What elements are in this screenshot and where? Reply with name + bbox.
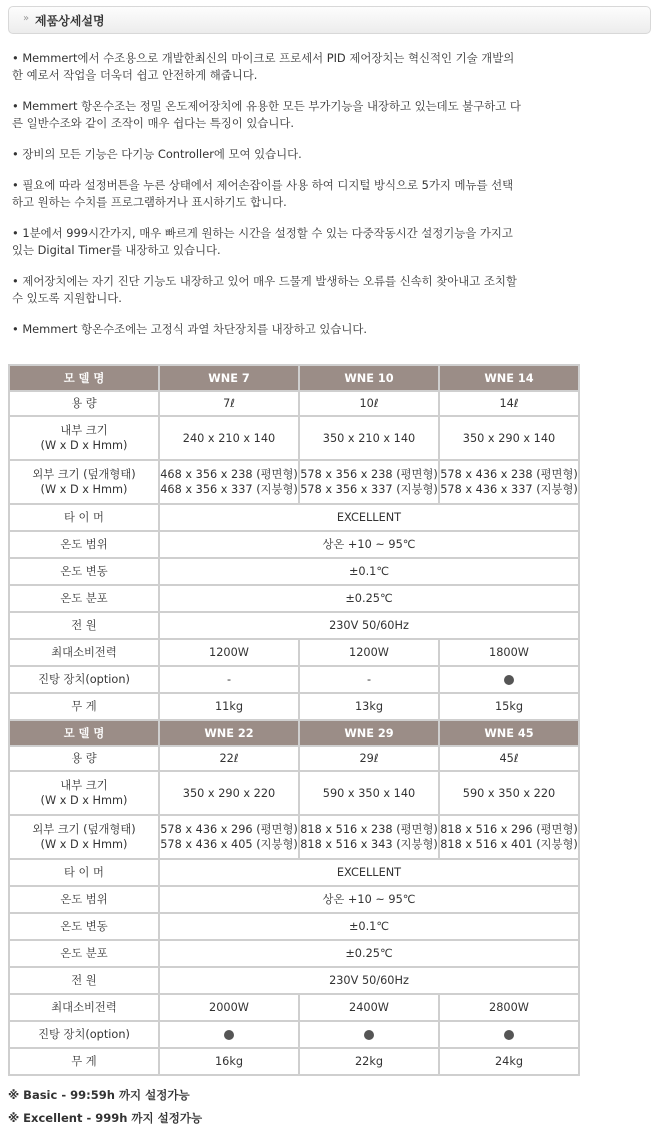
temp-range-cell: 상온 +10 ~ 95℃ — [159, 886, 579, 913]
temp-variation-cell: ±0.1℃ — [159, 558, 579, 585]
table-row — [9, 771, 579, 815]
model-name-cell: WNE 22 — [159, 720, 299, 746]
weight-cell: 15kg — [439, 693, 579, 720]
shaker-cell — [159, 1021, 299, 1048]
row-label-weight: 무 게 — [9, 693, 159, 720]
row-label-shaker: 진탕 장치(option) — [9, 1021, 159, 1048]
row-label-capacity: 용 량 — [9, 391, 159, 416]
description-item: • Memmert 항온수조에는 고정식 과열 차단장치를 내장하고 있습니다. — [12, 322, 367, 336]
description-item: • 필요에 따라 설정버튼을 누른 상태에서 제어손잡이를 사용 하여 디지털 방식으로 5가지 메뉴를 선택 하고 원하는 수치를 프로그램하거나 표시하기도 합니다. — [12, 178, 514, 209]
row-label-temp-variation: 온도 변동 — [9, 913, 159, 940]
table-row — [9, 746, 579, 771]
table-row — [9, 666, 579, 693]
max-power-cell: 1200W — [159, 639, 299, 666]
power-cell: 230V 50/60Hz — [159, 612, 579, 639]
row-label-temp-range: 온도 범위 — [9, 531, 159, 558]
description-item: • 1분에서 999시간가지, 매우 빠르게 원하는 시간을 설정할 수 있는 다중작동시간 설정기능을 가지고 있는 Digital Timer를 내장하고 있습니다. — [12, 226, 513, 257]
row-label-model: 모 델 명 — [9, 720, 159, 746]
temp-distribution-cell: ±0.25℃ — [159, 585, 579, 612]
row-label-temp-range: 온도 범위 — [9, 886, 159, 913]
row-label-inner-size: 내부 크기 (W x D x Hmm) — [9, 771, 159, 815]
section-title: 제품상세설명 — [35, 14, 105, 28]
row-label-power: 전 원 — [9, 612, 159, 639]
table-row — [9, 940, 579, 967]
model-name-cell: WNE 10 — [299, 365, 439, 391]
shaker-cell — [439, 666, 579, 693]
description-item: • Memmert 항온수조는 정밀 온도제어장치에 유용한 모든 부가기능을 내장하고 있는데도 불구하고 다 른 일반수조와 같이 조작이 매우 쉽다는 특징이 있습니다. — [12, 99, 521, 130]
capacity-cell: 29ℓ — [299, 746, 439, 771]
row-label-inner-size: 내부 크기 (W x D x Hmm) — [9, 416, 159, 460]
row-label-max-power: 최대소비전력 — [9, 639, 159, 666]
weight-cell: 24kg — [439, 1048, 579, 1075]
capacity-cell: 14ℓ — [439, 391, 579, 416]
description-item: • 장비의 모든 기능은 다기능 Controller에 모여 있습니다. — [12, 147, 302, 161]
table-row — [9, 720, 579, 746]
chevron-right-icon: » — [23, 13, 30, 24]
temp-distribution-cell: ±0.25℃ — [159, 940, 579, 967]
capacity-cell: 45ℓ — [439, 746, 579, 771]
model-name-cell: WNE 7 — [159, 365, 299, 391]
bullet-dot-icon — [504, 1030, 514, 1040]
weight-cell: 22kg — [299, 1048, 439, 1075]
table-row — [9, 967, 579, 994]
outer-size-cell: 578 x 436 x 238 (평면형) 578 x 436 x 337 (지붕형) — [439, 460, 579, 504]
capacity-cell: 22ℓ — [159, 746, 299, 771]
shaker-cell — [299, 1021, 439, 1048]
table-row — [9, 612, 579, 639]
outer-size-cell: 578 x 436 x 296 (평면형) 578 x 436 x 405 (지붕형) — [159, 815, 299, 859]
row-label-timer: 타 이 머 — [9, 504, 159, 531]
row-label-max-power: 최대소비전력 — [9, 994, 159, 1021]
inner-size-cell: 590 x 350 x 220 — [439, 771, 579, 815]
weight-cell: 13kg — [299, 693, 439, 720]
table-row — [9, 639, 579, 666]
temp-variation-cell: ±0.1℃ — [159, 913, 579, 940]
table-row — [9, 391, 579, 416]
timer-cell: EXCELLENT — [159, 859, 579, 886]
table-row — [9, 585, 579, 612]
spec-table — [8, 364, 580, 1076]
table-row — [9, 558, 579, 585]
row-label-weight: 무 게 — [9, 1048, 159, 1075]
table-row — [9, 1021, 579, 1048]
outer-size-cell: 818 x 516 x 296 (평면형) 818 x 516 x 401 (지붕형) — [439, 815, 579, 859]
row-label-model: 모 델 명 — [9, 365, 159, 391]
power-cell: 230V 50/60Hz — [159, 967, 579, 994]
outer-size-cell: 468 x 356 x 238 (평면형) 468 x 356 x 337 (지붕형) — [159, 460, 299, 504]
row-label-temp-distribution: 온도 분포 — [9, 940, 159, 967]
model-name-cell: WNE 29 — [299, 720, 439, 746]
max-power-cell: 2800W — [439, 994, 579, 1021]
inner-size-cell: 590 x 350 x 140 — [299, 771, 439, 815]
section-header — [8, 6, 651, 34]
inner-size-cell: 240 x 210 x 140 — [159, 416, 299, 460]
weight-cell: 11kg — [159, 693, 299, 720]
description-item: • Memmert에서 수조용으로 개발한최신의 마이크로 프로세서 PID 제어장치는 혁신적인 기술 개발의 한 예로서 작업을 더욱더 쉽고 안전하게 해줍니다. — [12, 51, 515, 82]
table-row — [9, 859, 579, 886]
max-power-cell: 1800W — [439, 639, 579, 666]
max-power-cell: 2000W — [159, 994, 299, 1021]
max-power-cell: 2400W — [299, 994, 439, 1021]
row-label-timer: 타 이 머 — [9, 859, 159, 886]
table-row — [9, 693, 579, 720]
outer-size-cell: 578 x 356 x 238 (평면형) 578 x 356 x 337 (지붕형) — [299, 460, 439, 504]
outer-size-cell: 818 x 516 x 238 (평면형) 818 x 516 x 343 (지붕형) — [299, 815, 439, 859]
table-row — [9, 504, 579, 531]
table-row — [9, 365, 579, 391]
bullet-dot-icon — [364, 1030, 374, 1040]
table-row — [9, 886, 579, 913]
temp-range-cell: 상온 +10 ~ 95℃ — [159, 531, 579, 558]
capacity-cell: 10ℓ — [299, 391, 439, 416]
description-item: • 제어장치에는 자기 진단 기능도 내장하고 있어 매우 드물게 발생하는 오류를 신속히 찾아내고 조치할 수 있도록 지원합니다. — [12, 274, 517, 305]
shaker-cell — [439, 1021, 579, 1048]
capacity-cell: 7ℓ — [159, 391, 299, 416]
row-label-power: 전 원 — [9, 967, 159, 994]
max-power-cell: 1200W — [299, 639, 439, 666]
description-list — [12, 50, 572, 352]
table-row — [9, 1048, 579, 1075]
row-label-capacity: 용 량 — [9, 746, 159, 771]
row-label-temp-distribution: 온도 분포 — [9, 585, 159, 612]
shaker-cell: - — [159, 666, 299, 693]
table-row — [9, 913, 579, 940]
row-label-shaker: 진탕 장치(option) — [9, 666, 159, 693]
bullet-dot-icon — [504, 675, 514, 685]
table-row — [9, 416, 579, 460]
row-label-temp-variation: 온도 변동 — [9, 558, 159, 585]
footnote-excellent: ※ Excellent - 999h 까지 설정가능 — [8, 1111, 203, 1125]
inner-size-cell: 350 x 210 x 140 — [299, 416, 439, 460]
model-name-cell: WNE 14 — [439, 365, 579, 391]
table-row — [9, 994, 579, 1021]
footnote-basic: ※ Basic - 99:59h 까지 설정가능 — [8, 1088, 190, 1102]
table-row — [9, 460, 579, 504]
row-label-outer-size: 외부 크기 (덮개형태) (W x D x Hmm) — [9, 460, 159, 504]
shaker-cell: - — [299, 666, 439, 693]
timer-cell: EXCELLENT — [159, 504, 579, 531]
inner-size-cell: 350 x 290 x 220 — [159, 771, 299, 815]
bullet-dot-icon — [224, 1030, 234, 1040]
row-label-outer-size: 외부 크기 (덮개형태) (W x D x Hmm) — [9, 815, 159, 859]
table-row — [9, 815, 579, 859]
table-row — [9, 531, 579, 558]
inner-size-cell: 350 x 290 x 140 — [439, 416, 579, 460]
weight-cell: 16kg — [159, 1048, 299, 1075]
model-name-cell: WNE 45 — [439, 720, 579, 746]
